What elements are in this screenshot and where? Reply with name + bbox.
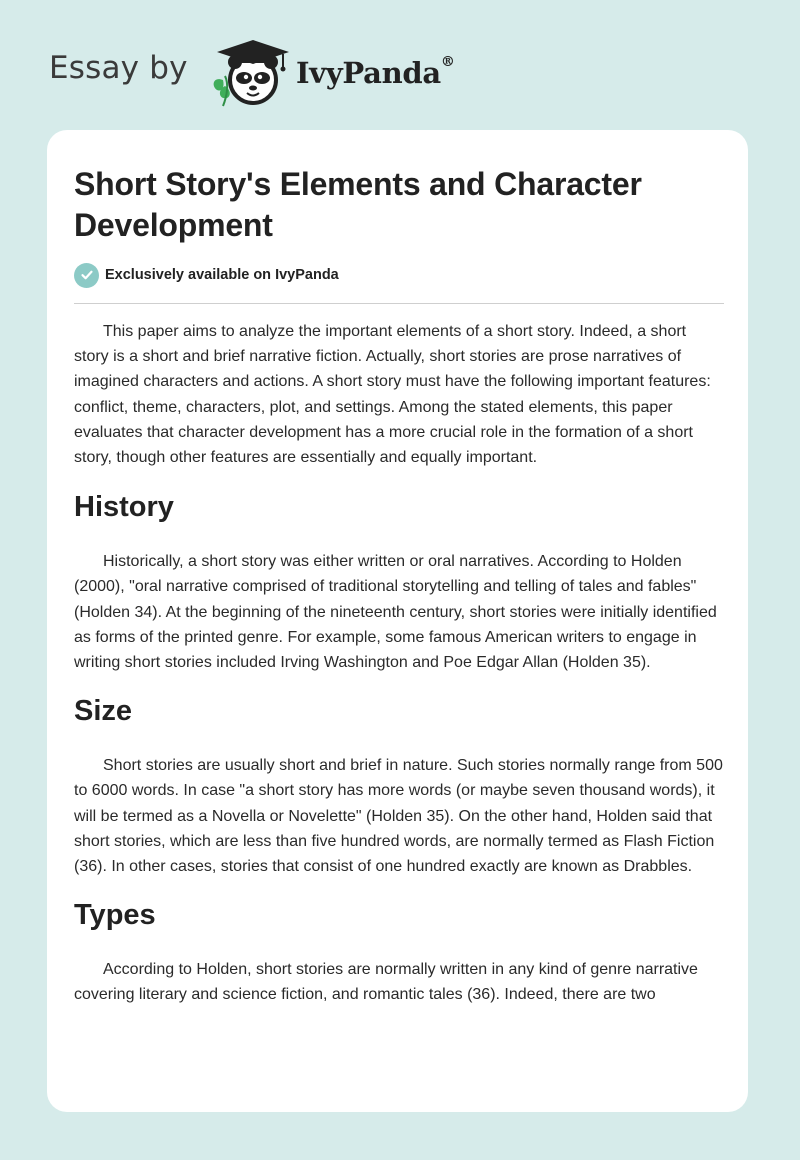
intro-paragraph: This paper aims to analyze the important elements of a short story. Indeed, a short story is a short and brief narrative fiction. Actually, short stories are prose narratives of imagined characters and actions. A short story must have the following important features: conflict, theme, characters, plot, and settings. Among the stated elements, this paper evaluates that character development has a more crucial role in the formation of a short story, though other features are essentially and equally important. [74,323,711,467]
brand-name[interactable] [296,56,455,90]
check-circle-icon [74,263,99,288]
section-heading-size: Size [74,695,133,728]
panda-logo-icon[interactable] [203,36,293,110]
section-heading-types: Types [74,899,156,932]
essay-title: Short Story's Elements and Character Development [74,166,642,243]
divider [74,303,724,304]
section-paragraph-history: Historically, a short story was either written or oral narratives. According to Holden (2000), "oral narrative comprised of traditional storytelling and telling of tales and fables" (Holden 34). At the beginning of the nineteenth century, short stories were initially identified as forms of the printed genre. For example, some famous American writers to engage in writing short stories included Irving Washington and Poe Edgar Allan (Holden 35). [74,553,717,672]
site-header [49,36,509,108]
section-paragraph-types: According to Holden, short stories are normally written in any kind of genre narrative covering literary and science fiction, and romantic tales (36). Indeed, there are two [74,961,698,1004]
brand-text: IvyPanda [296,56,441,90]
essay-by-label: Essay by [49,50,188,86]
section-heading-history: History [74,491,174,524]
essay-body [74,319,724,1027]
section-paragraph-size: Short stories are usually short and brief in nature. Such stories normally range from 500 to 6000 words. In case "a short story has more words (or maybe seven thousand words), it will be termed as a Novella or Novelette" (Holden 35). On the other hand, Holden said that short stories, which are less than five hundred words, are normally termed as Flash Fiction (36). In other cases, stories that consist of one hundred exactly are known as Drabbles. [74,757,723,876]
essay-card [47,130,748,1112]
exclusive-badge [74,262,339,288]
registered-mark: ® [440,54,455,70]
exclusive-label: Exclusively available on IvyPanda [105,267,339,283]
